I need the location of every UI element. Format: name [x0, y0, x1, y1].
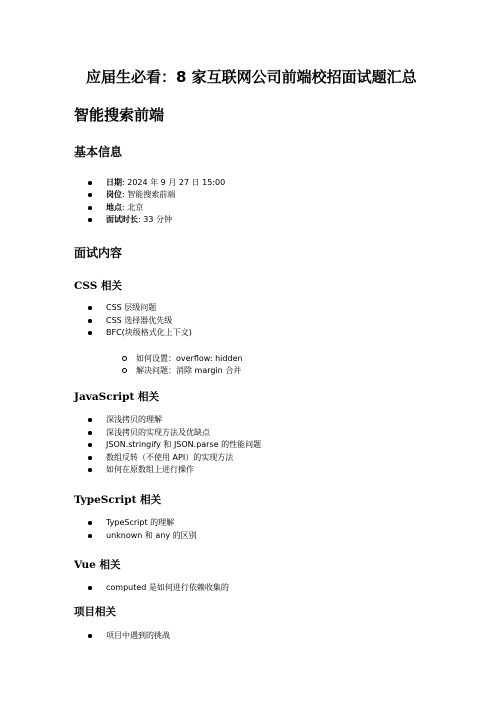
info-value: : 智能搜索前端	[122, 190, 176, 199]
info-item-duration	[106, 214, 172, 225]
list-item: 数组反转（不使用 API）的实现方法	[106, 452, 233, 463]
bullet-icon	[88, 306, 92, 310]
info-label: 面试时长	[106, 215, 138, 224]
info-item-position	[106, 189, 175, 200]
sub-list-item: 解决问题：消除 margin 合并	[136, 365, 241, 376]
section-heading-project: 项目相关	[74, 606, 116, 618]
list-item: 深浅拷贝的理解	[106, 414, 162, 425]
ring-bullet-icon	[122, 356, 127, 361]
section-heading-javascript: JavaScript 相关	[74, 391, 160, 403]
bullet-icon	[88, 193, 92, 197]
info-value: : 北京	[122, 203, 144, 212]
bullet-icon	[88, 206, 92, 210]
bullet-icon	[88, 534, 92, 538]
list-item: CSS 选择器优先级	[106, 315, 172, 326]
list-item: 如何在原数组上进行操作	[106, 464, 194, 475]
info-value: : 2024 年 9 月 27 日 15:00	[122, 178, 226, 187]
ring-bullet-icon	[122, 368, 127, 373]
bullet-icon	[88, 634, 92, 638]
bullet-icon	[88, 468, 92, 472]
info-label: 日期	[106, 178, 122, 187]
list-item: 项目中遇到的挑战	[106, 630, 170, 641]
info-label: 地点	[106, 203, 122, 212]
list-item: computed 是如何进行依赖收集的	[106, 582, 229, 593]
bullet-icon	[88, 418, 92, 422]
bullet-icon	[88, 521, 92, 525]
bullet-icon	[88, 218, 92, 222]
list-item: JSON.stringify 和 JSON.parse 的性能问题	[106, 439, 261, 450]
bullet-icon	[88, 586, 92, 590]
info-item-location	[106, 202, 143, 213]
list-item: unknown 和 any 的区别	[106, 530, 197, 541]
section-heading-typescript: TypeScript 相关	[74, 494, 162, 506]
document-title: 应届生必看：8 家互联网公司前端校招面试题汇总	[86, 68, 417, 86]
info-label: 岗位	[106, 190, 122, 199]
section-heading-vue: Vue 相关	[74, 559, 121, 571]
bullet-icon	[88, 331, 92, 335]
bullet-icon	[88, 456, 92, 460]
list-item: TypeScript 的理解	[106, 517, 174, 528]
bullet-icon	[88, 319, 92, 323]
bullet-icon	[88, 431, 92, 435]
list-item: CSS 层级问题	[106, 302, 156, 313]
section-heading-css: CSS 相关	[74, 280, 122, 292]
list-item: BFC(块级格式化上下文)	[106, 327, 192, 338]
list-item: 深浅拷贝的实现方法及优缺点	[106, 427, 210, 438]
info-item-date	[106, 177, 225, 188]
basic-info-heading: 基本信息	[74, 145, 123, 159]
content-heading: 面试内容	[74, 246, 123, 260]
sub-list-item: 如何设置：overflow: hidden	[136, 353, 243, 364]
bullet-icon	[88, 443, 92, 447]
company-heading: 智能搜索前端	[74, 106, 165, 124]
info-value: : 33 分钟	[138, 215, 172, 224]
bullet-icon	[88, 181, 92, 185]
